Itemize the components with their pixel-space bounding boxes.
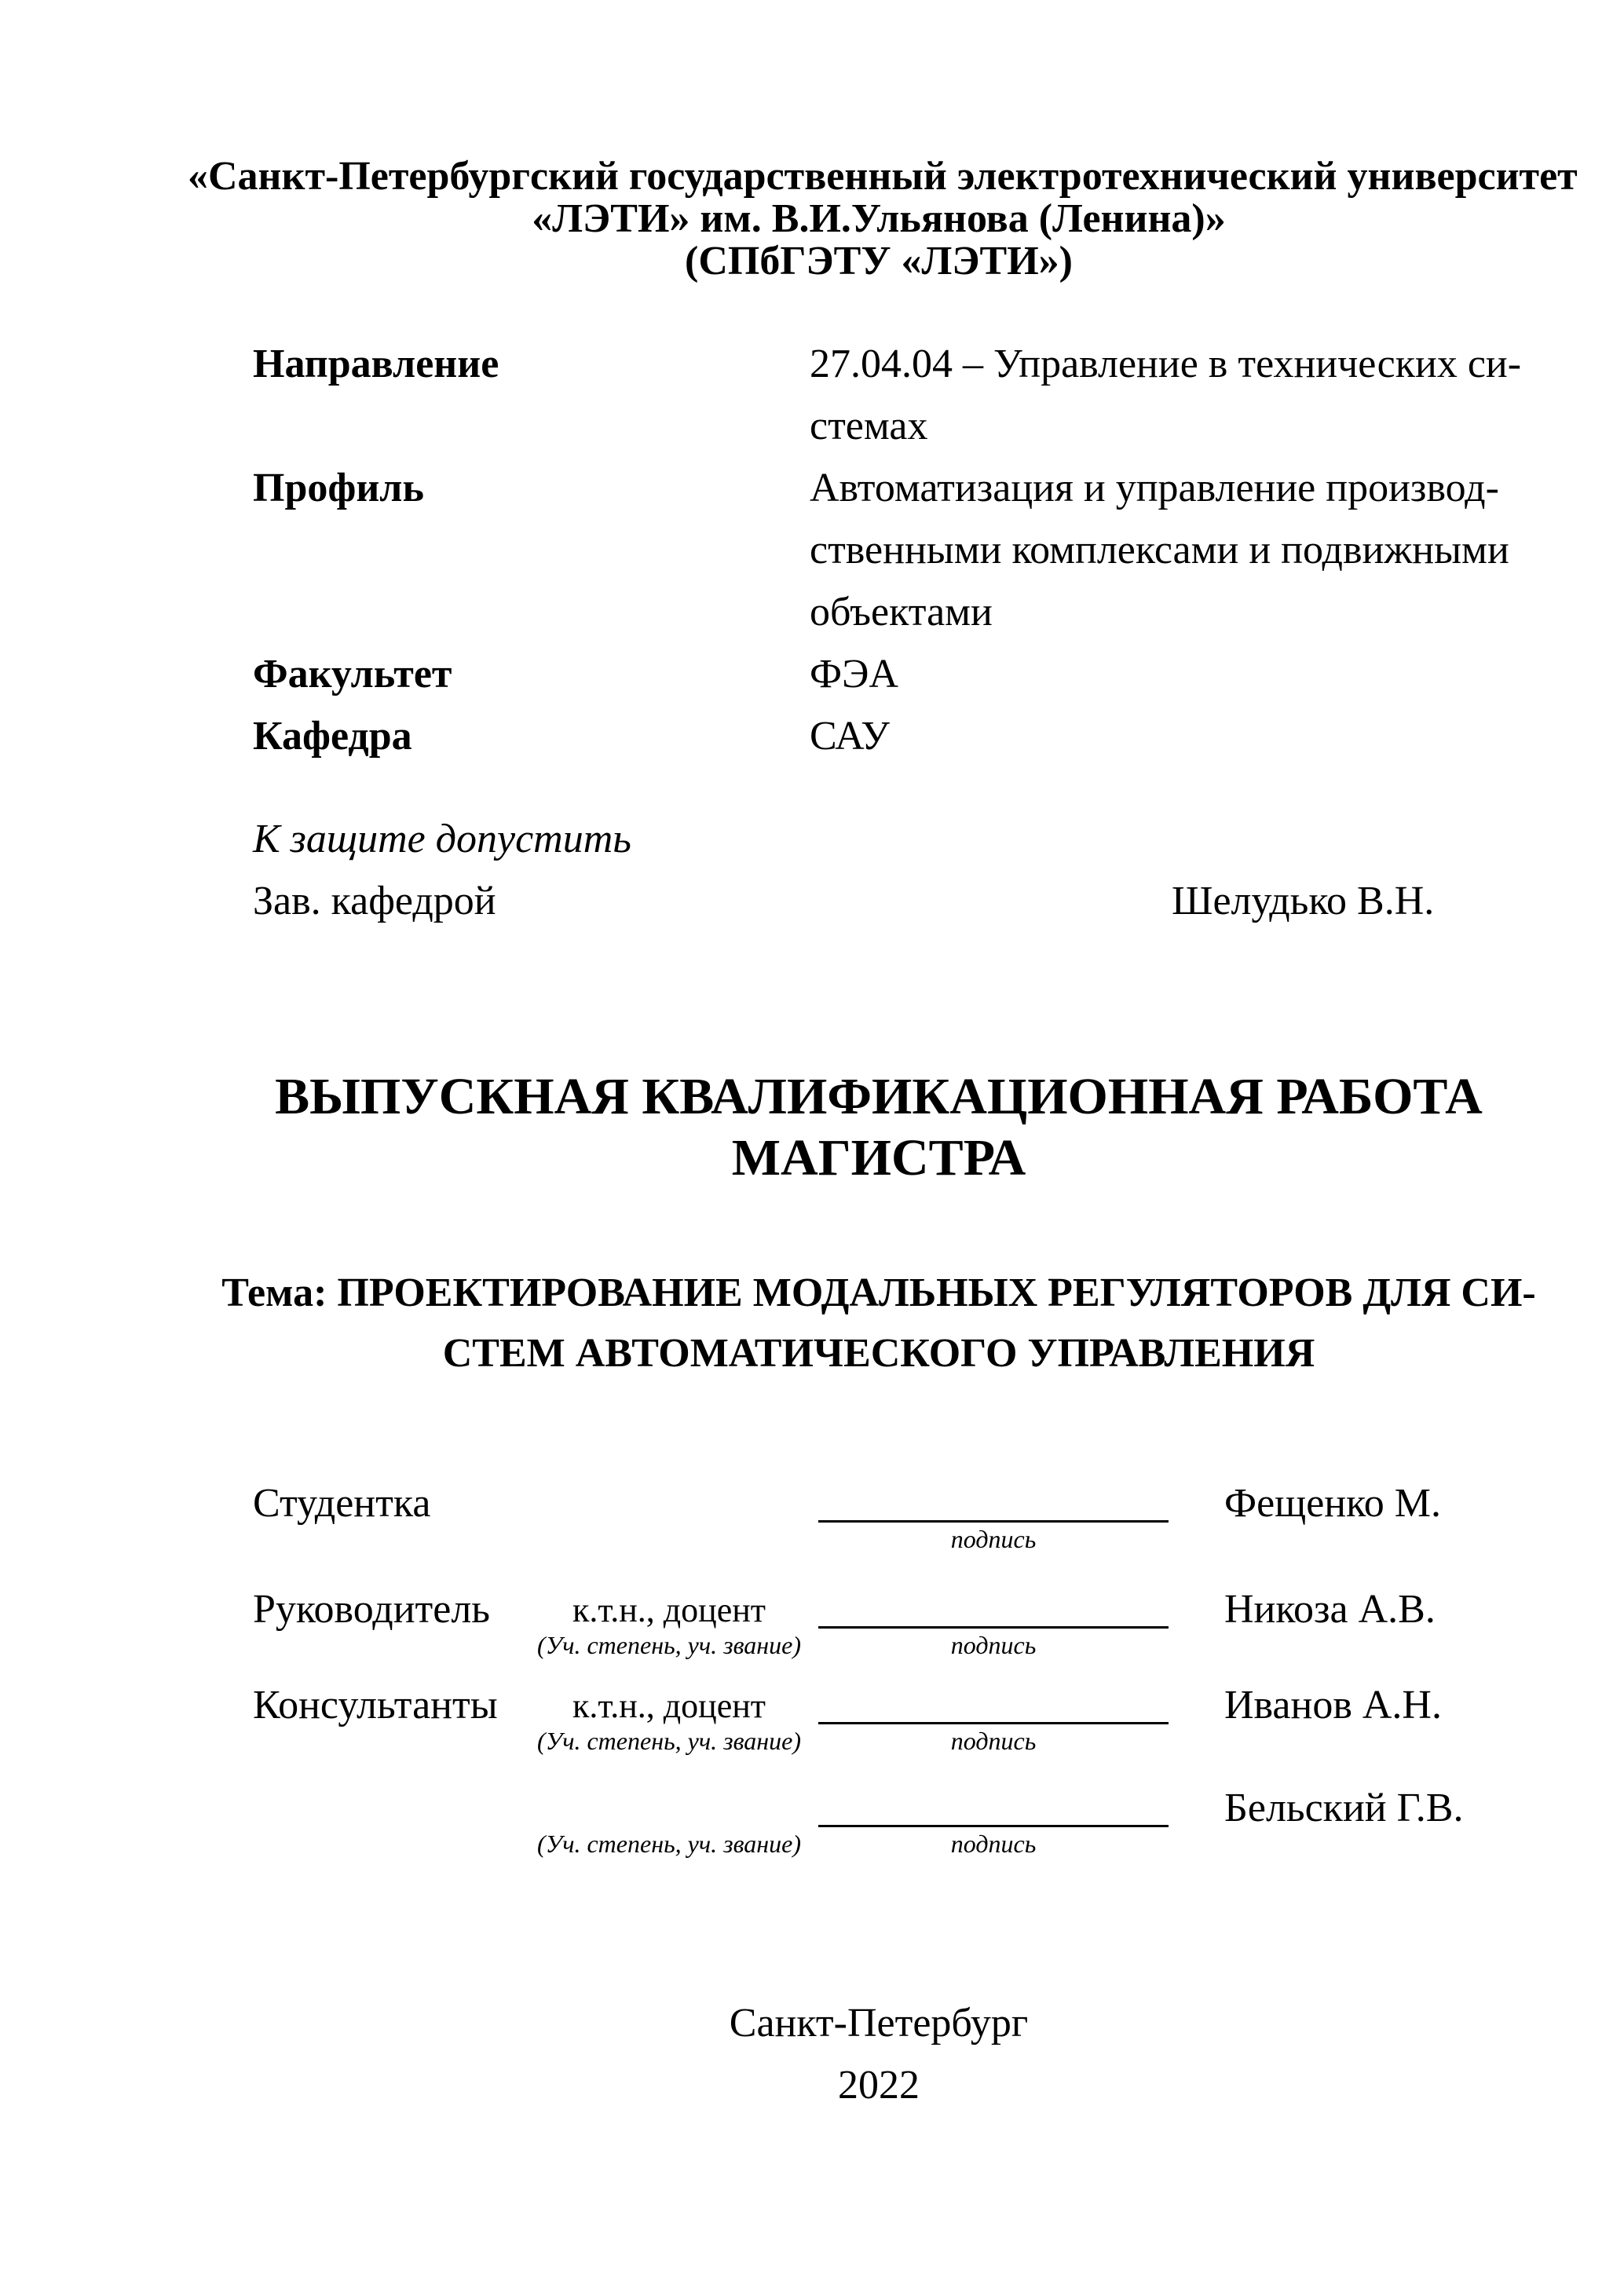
signature-line	[818, 1674, 1169, 1724]
signature-line	[818, 1578, 1169, 1629]
signature-row-consultant-1	[253, 1674, 1525, 1768]
university-name-line1: «Санкт-Петербургский государственный электротехнический университет	[188, 154, 1578, 199]
signature-row-consultant-2	[253, 1777, 1525, 1871]
info-row-department	[253, 705, 1525, 767]
direction-value: 27.04.04 – Управление в технических си- стемах	[810, 342, 1522, 448]
head-of-department-name: Шелудько В.Н.	[1172, 879, 1435, 923]
consultant-degree: к.т.н., доцент	[572, 1687, 766, 1725]
consultants-role-label: Консультанты	[253, 1683, 498, 1727]
profile-value: Автоматизация и управление производ- ственными комплексами и подвижными объектами	[810, 466, 1509, 634]
degree-caption: (Уч. степень, уч. звание)	[537, 1631, 801, 1659]
signature-caption: подпись	[950, 1727, 1037, 1755]
supervisor-degree: к.т.н., доцент	[572, 1591, 766, 1629]
info-row-direction	[253, 333, 1525, 457]
head-of-department-label: Зав. кафедрой	[253, 879, 496, 923]
signature-caption: подпись	[950, 1631, 1037, 1659]
thesis-topic-line1: Тема: ПРОЕКТИРОВАНИЕ МОДАЛЬНЫХ РЕГУЛЯТОРОВ ДЛЯ СИ-	[221, 1270, 1536, 1315]
thesis-topic-line2: СТЕМ АВТОМАТИЧЕСКОГО УПРАВЛЕНИЯ	[442, 1331, 1315, 1376]
supervisor-role-label: Руководитель	[253, 1587, 490, 1632]
signature-row-student	[253, 1472, 1525, 1567]
profile-label: Профиль	[253, 466, 424, 510]
admission-block	[253, 808, 1525, 932]
signature-line	[818, 1777, 1169, 1827]
student-name: Фещенко М.	[1224, 1481, 1441, 1526]
year-label: 2022	[838, 2063, 920, 2108]
university-abbreviation: (СПбГЭТУ «ЛЭТИ»)	[685, 239, 1073, 283]
university-header	[188, 154, 1578, 283]
direction-label: Направление	[253, 342, 499, 386]
faculty-value: ФЭА	[810, 652, 898, 696]
faculty-label: Факультет	[253, 652, 452, 696]
consultant-1-name: Иванов А.Н.	[1224, 1683, 1442, 1727]
admission-row	[253, 870, 1525, 932]
signature-caption: подпись	[950, 1830, 1037, 1858]
signature-line	[818, 1472, 1169, 1523]
work-title-line1: ВЫПУСКНАЯ КВАЛИФИКАЦИОННАЯ РАБОТА	[275, 1068, 1483, 1125]
signature-caption: подпись	[950, 1525, 1037, 1553]
department-value: САУ	[810, 714, 890, 759]
admission-note: К защите допустить	[253, 817, 631, 861]
work-title	[105, 1066, 1624, 1189]
work-title-line2: МАГИСТРА	[731, 1129, 1026, 1186]
city-year-footer	[188, 1992, 1570, 2116]
program-info-table	[253, 333, 1525, 767]
department-label: Кафедра	[253, 714, 412, 759]
signature-row-supervisor	[253, 1578, 1525, 1673]
supervisor-name: Никоза А.В.	[1224, 1587, 1436, 1632]
university-name-line2: «ЛЭТИ» им. В.И.Ульянова (Ленина)»	[532, 196, 1226, 241]
city-label: Санкт-Петербург	[729, 2001, 1029, 2046]
consultant-2-name: Бельский Г.В.	[1224, 1786, 1464, 1830]
info-row-profile	[253, 457, 1525, 643]
degree-caption: (Уч. степень, уч. звание)	[537, 1727, 801, 1755]
degree-caption: (Уч. степень, уч. звание)	[537, 1830, 801, 1858]
student-role-label: Студентка	[253, 1481, 431, 1526]
info-row-faculty	[253, 643, 1525, 705]
thesis-topic	[105, 1263, 1624, 1384]
